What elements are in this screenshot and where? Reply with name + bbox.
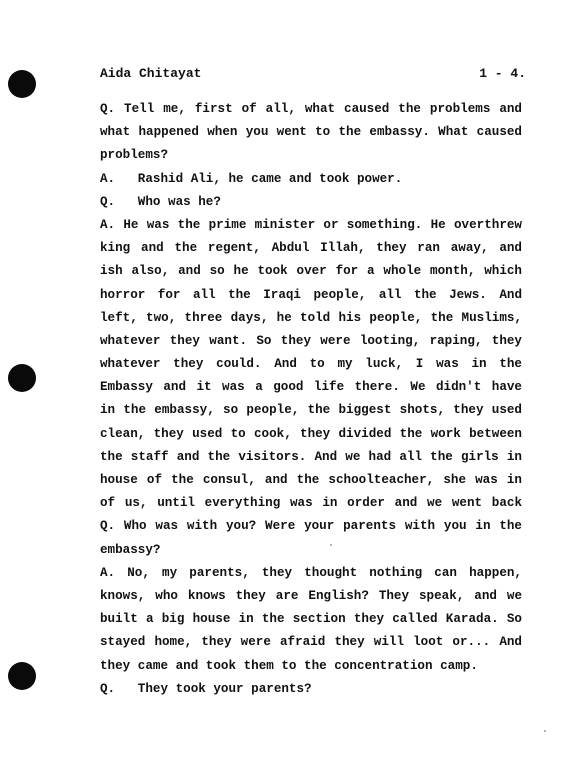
scan-speck <box>330 544 332 546</box>
transcript-line: clean, they used to cook, they divided the work between <box>100 426 522 441</box>
binder-hole-top <box>8 70 36 98</box>
transcript-line: Q. They took your parents? <box>100 681 312 696</box>
transcript-line: the staff and the visitors. And we had all the girls in <box>100 449 522 464</box>
transcript-line: Q. Who was with you? Were your parents with you in the <box>100 519 522 534</box>
transcript-line: horror for all the Iraqi people, all the Jews. And <box>100 287 522 302</box>
transcript-body <box>100 98 522 701</box>
binder-hole-bottom <box>8 662 36 690</box>
page-header <box>100 66 526 84</box>
transcript-line: problems? <box>100 148 169 163</box>
transcript-line: Q. Who was he? <box>100 194 221 209</box>
transcript-line: king and the regent, Abdul Illah, they ran away, and <box>100 241 522 256</box>
page-number: 1 - 4. <box>479 66 526 81</box>
transcript-line: Q. Tell me, first of all, what caused the problems and <box>100 102 522 116</box>
transcript-line: A. Rashid Ali, he came and took power. <box>100 171 403 186</box>
transcript-line: A. He was the prime minister or something. He overthrew <box>100 217 522 232</box>
transcript-line: left, two, three days, he told his people, the Muslims, <box>100 310 522 325</box>
transcript-line: whatever they want. So they were looting, raping, they <box>100 333 522 348</box>
transcript-line: in the embassy, so people, the biggest shots, they used <box>100 403 522 418</box>
transcript-line: built a big house in the section they called Karada. So <box>100 612 522 627</box>
transcript-line: embassy? <box>100 542 161 557</box>
binder-hole-middle <box>8 364 36 392</box>
transcript-line: what happened when you went to the embassy. What caused <box>100 125 522 140</box>
transcript-line: Embassy and it was a good life there. We didn't have <box>100 380 522 395</box>
transcript-line: stayed home, they were afraid they will loot or... And <box>100 635 522 650</box>
interviewee-name: Aida Chitayat <box>100 66 202 81</box>
transcript-line: house of the consul, and the schoolteacher, she was in <box>100 473 522 487</box>
transcript-line: of us, until everything was in order and we went back <box>100 496 522 511</box>
transcript-line: knows, who knows they are English? They speak, and we <box>100 588 522 603</box>
transcript-line: A. No, my parents, they thought nothing can happen, <box>100 565 522 580</box>
transcript-line: ish also, and so he took over for a whole month, which <box>100 264 522 279</box>
transcript-line: whatever they could. And to my luck, I was in the <box>100 357 522 372</box>
transcript-line: they came and took them to the concentration camp. <box>100 658 478 673</box>
scan-speck <box>544 730 546 732</box>
